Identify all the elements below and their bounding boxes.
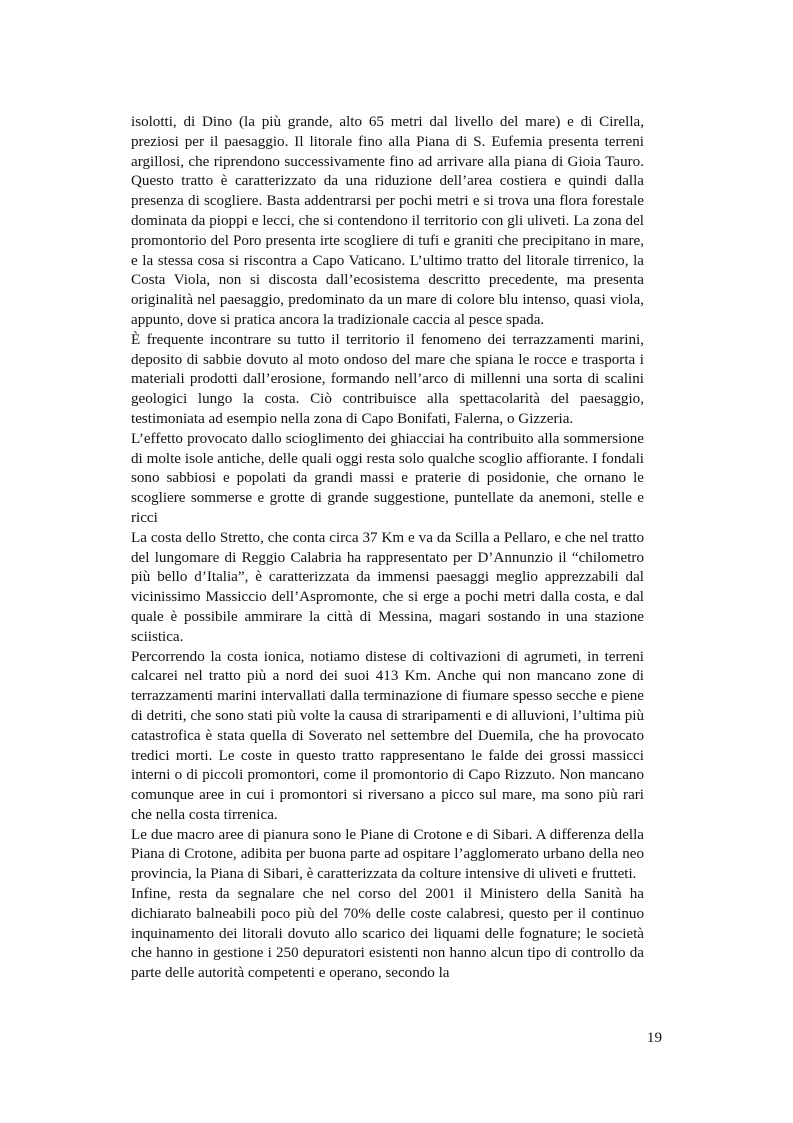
- paragraph-glacier-melting: L’effetto provocato dallo scioglimento dei ghiacciai ha contribuito alla sommersione di molte isole antiche, delle quali oggi resta solo qualche scoglio affiorante. I fondali sono sabbiosi e popolati da grandi massi e praterie di posidonie, che ornano le scogliere sommerse e grotte di grande suggestione, puntellate da anemoni, stelle e ricci: [131, 430, 644, 526]
- paragraph-ionian-coast: Percorrendo la costa ionica, notiamo distese di coltivazioni di agrumeti, in terreni calcarei nel tratto più a nord dei suoi 413 Km. Anche qui non mancano zone di terrazzamenti marini intervallati dalla terminazione di fiumare spesso secche e piene di detriti, che sono stati più volte la causa di straripamenti e di alluvioni, l’ultima più catastrofica è stata quella di Soverato nel settembre del Duemila, che ha provocato tredici morti. Le coste in questo tratto rappresentano le falde dei grossi massicci interni o di piccoli promontori, come il promontorio di Capo Rizzuto. Non mancano comunque aree in cui i promontori si riversano a picco sul mare, ma sono più rari che nella costa tirrenica.: [131, 648, 644, 823]
- paragraph-strait-coast: La costa dello Stretto, che conta circa 37 Km e va da Scilla a Pellaro, e che nel tratto del lungomare di Reggio Calabria ha rappresentato per D’Annunzio il “chilometro più bello d’Italia”, è caratterizzata da immensi paesaggi meglio apprezzabili dal vicinissimo Massiccio dell’Aspromonte, che si erge a pochi metri dalla costa, e dal quale è possibile ammirare la città di Messina, magari sostando in una stazione sciistica.: [131, 529, 644, 645]
- body-text: [131, 113, 644, 984]
- paragraph-marine-terraces: È frequente incontrare su tutto il territorio il fenomeno dei terrazzamenti marini, deposito di sabbie dovuto al moto ondoso del mare che spiana le rocce e trasporta i materiali prodotti dall’erosione, formando nell’arco di millenni una sorta di scalini geologici lungo la costa. Ciò contribuisce alla spettacolarità del paesaggio, testimoniata ad esempio nella zona di Capo Bonifati, Falerna, o Gizzeria.: [131, 331, 644, 427]
- paragraph-plains: Le due macro aree di pianura sono le Piane di Crotone e di Sibari. A differenza della Piana di Crotone, adibita per buona parte ad ospitare l’agglomerato urbano della neo provincia, la Piana di Sibari, è caratterizzata da colture intensive di uliveti e frutteti.: [131, 826, 644, 883]
- paragraph-islands-tyrrhenian-coast: isolotti, di Dino (la più grande, alto 65 metri dal livello del mare) e di Cirella, preziosi per il paesaggio. Il litorale fino alla Piana di S. Eufemia presenta terreni argillosi, che riprendono successivamente fino ad arrivare alla piana di Gioia Tauro. Questo tratto è caratterizzato da una riduzione dell’area costiera e quindi dalla presenza di scogliere. Basta addentrarsi per pochi metri e si trova una flora forestale dominata da pioppi e lecci, che si contendono il territorio con gli uliveti. La zona del promontorio del Poro presenta irte scogliere di tufi e graniti che precipitano in mare, e la stessa cosa si riscontra a Capo Vaticano. L’ultimo tratto del litorale tirrenico, la Costa Viola, non si discosta dall’ecosistema descritto precedente, ma presenta originalità nel paesaggio, predominato da un mare di colore blu intenso, quasi viola, appunto, dove si pratica ancora la tradizionale caccia al pesce spada.: [131, 114, 644, 328]
- page-number: 19: [646, 1030, 662, 1046]
- paragraph-bathing-water: Infine, resta da segnalare che nel corso del 2001 il Ministero della Sanità ha dichiarato balneabili poco più del 70% delle coste calabresi, questo per il continuo inquinamento dei litorali dovuto allo scarico dei liquami delle fognature; le società che hanno in gestione i 250 depuratori esistenti non hanno alcun tipo di controllo da parte delle autorità competenti e operano, secondo la: [131, 886, 644, 982]
